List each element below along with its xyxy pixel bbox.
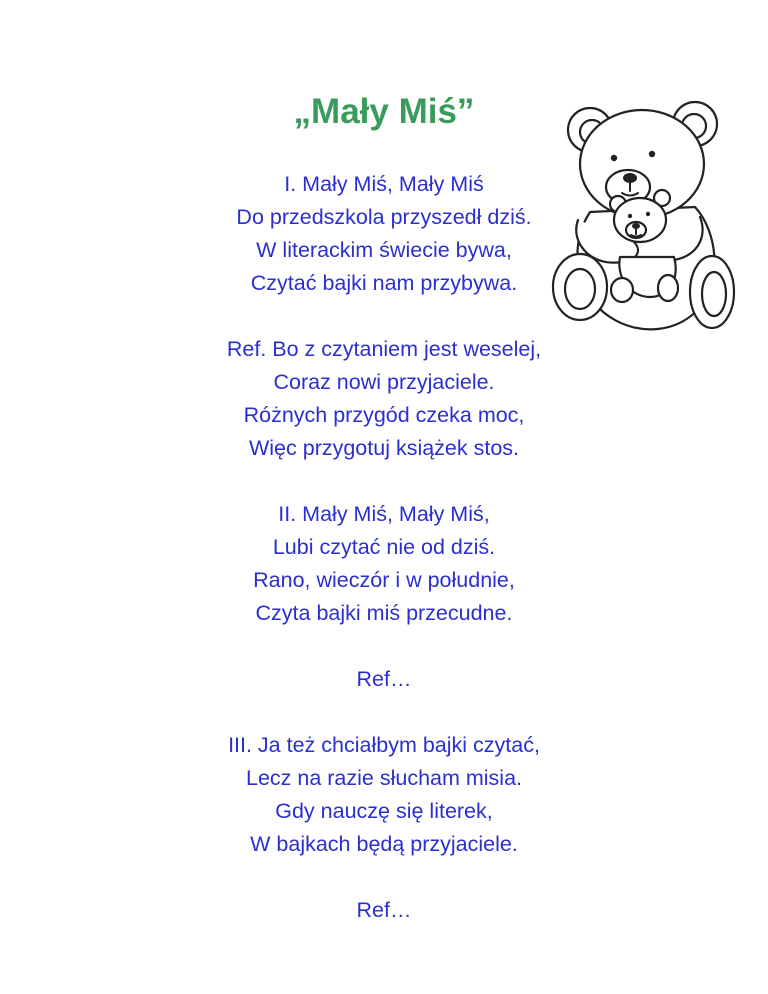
poem-line: Czyta bajki miś przecudne. — [255, 601, 513, 625]
poem-line: Coraz nowi przyjaciele. — [273, 370, 495, 394]
poem-line: W literackim świecie bywa, — [256, 238, 512, 262]
poem-line: Rano, wieczór i w południe, — [253, 568, 515, 592]
poem-line: W bajkach będą przyjaciele. — [250, 832, 518, 856]
teddy-bear-icon — [550, 92, 736, 342]
poem-line: Ref… — [356, 898, 412, 922]
stanza-2 — [0, 498, 768, 630]
poem-line: Do przedszkola przyszedł dziś. — [236, 205, 532, 229]
poem-line: Różnych przygód czeka moc, — [243, 403, 525, 427]
poem-line: II. Mały Miś, Mały Miś, — [278, 502, 490, 526]
stanza-refrain — [0, 333, 768, 465]
poem-line: Czytać bajki nam przybywa. — [250, 271, 518, 295]
poem-line: III. Ja też chciałbym bajki czytać, — [228, 733, 540, 757]
poem-line: Lubi czytać nie od dziś. — [272, 535, 496, 559]
poem-line: Ref… — [356, 667, 412, 691]
poem-line: Gdy nauczę się literek, — [275, 799, 493, 823]
stanza-3 — [0, 729, 768, 861]
stanza-refrain-short — [0, 894, 768, 927]
stanza-refrain-short — [0, 663, 768, 696]
poem-line: Więc przygotuj książek stos. — [248, 436, 520, 460]
poem-line: I. Mały Miś, Mały Miś — [284, 172, 484, 196]
poem-line: Ref. Bo z czytaniem jest weselej, — [226, 337, 542, 361]
poem-line: Lecz na razie słucham misia. — [245, 766, 523, 790]
page-title: „Mały Miś” — [293, 92, 475, 131]
